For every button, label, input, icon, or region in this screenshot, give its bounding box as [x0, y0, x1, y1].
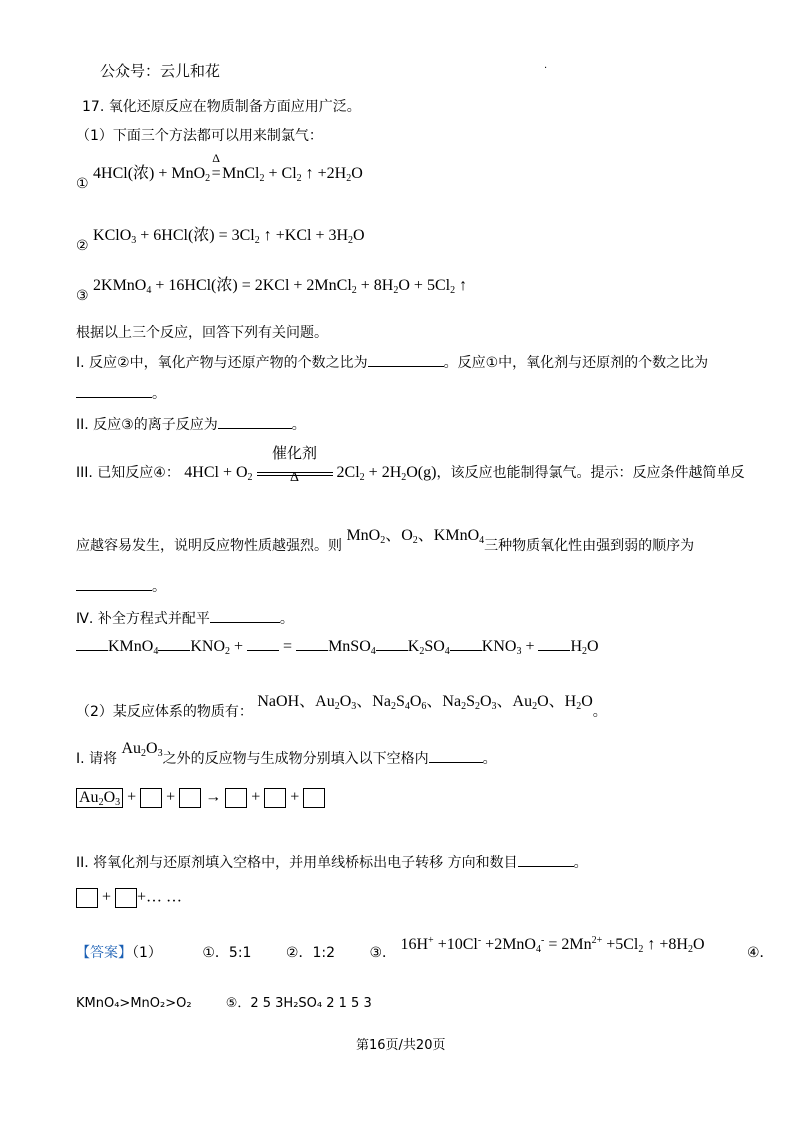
qII-text: II. 反应③的离子反应为	[76, 417, 218, 433]
part1-intro: （1）下面三个方法都可以用来制氯气：	[76, 128, 323, 144]
answer-2: ②．1:2	[285, 945, 336, 961]
part2-intro-text: （2）某反应体系的物质有：	[76, 704, 253, 720]
p2I-end: 。	[482, 751, 497, 767]
answer-3-label: ③．	[369, 945, 397, 961]
question-I-line2	[76, 383, 166, 403]
answer-tag: 【答案】	[76, 945, 132, 961]
qIII-text-d: 三种物质氧化性由强到弱的顺序为	[484, 538, 695, 554]
qIV-blank[interactable]	[210, 608, 280, 623]
answer-part1: （1）	[132, 945, 162, 961]
reductant-box[interactable]	[115, 888, 137, 908]
coef-blank-7[interactable]	[538, 636, 570, 651]
catalyst-label: 催化剂	[272, 444, 318, 463]
stray-dot: .	[544, 60, 548, 71]
question-I	[76, 352, 708, 372]
qIII-blank[interactable]	[76, 576, 152, 591]
eq1-formula: 4HCl(浓) + MnO$_2$ Δ =MnCl$_2$ + $Cl_2$ ↑ $+2H_2O$	[93, 151, 363, 184]
box-au2o3: $Au_2O_3$	[76, 788, 123, 808]
summary-text: 根据以上三个反应，回答下列有关问题。	[76, 325, 328, 341]
qIII-text-a: III. 已知反应④：	[76, 465, 180, 481]
question-II	[76, 414, 306, 434]
p2II-blank[interactable]	[518, 852, 574, 867]
coef-blank-5[interactable]	[376, 636, 408, 651]
coef-blank-3[interactable]	[247, 636, 279, 651]
p2I-au2o3: $Au_2O_3$	[121, 740, 163, 759]
eq3-formula: 2KMnO$_4$ + 16HCl(浓) = 2KCl + 2MnCl$_2$ + $8H_2O + 5Cl_2$ ↑	[93, 277, 468, 296]
part2-question-I	[76, 740, 497, 768]
qI-text-b: 。反应①中，氧化剂与还原剂的个数之比为	[443, 355, 709, 371]
part2-end: 。	[592, 704, 607, 720]
answer-3-formula: $16H^+ +10Cl^- +2MnO_4^- = 2Mn^{2+} +5Cl_2$ ↑ $+8H_2O$	[400, 935, 705, 955]
question-III	[76, 444, 745, 486]
qIV-text: Ⅳ. 补全方程式并配平	[76, 611, 210, 627]
coef-blank-2[interactable]	[158, 636, 190, 651]
ellipsis: +… …	[137, 888, 183, 906]
p2II-text: II. 将氧化剂与还原剂填入空格中，并用单线桥标出电子转移 方向和数目	[76, 855, 518, 871]
answer-line-2	[76, 992, 372, 1011]
answer-5: ⑤．2 5 3H₂SO₄ 2 1 5 3	[225, 996, 372, 1011]
eq1-number: ①	[76, 176, 89, 192]
answer-4-text: KMnO₄>MnO₂>O₂	[76, 996, 192, 1011]
qII-end: 。	[291, 417, 306, 433]
question-III-line2	[76, 527, 695, 555]
eq2-formula: KClO$_3$ + 6HCl(浓) = $3Cl_2$ ↑ $+KCl + 3H_2O$	[93, 227, 365, 246]
oxidant-reductant-boxes: + +… …	[76, 888, 182, 908]
qI-end: 。	[152, 386, 166, 402]
p2II-end: 。	[573, 855, 588, 871]
reactant-box-1[interactable]	[140, 788, 162, 808]
question-IV	[76, 608, 294, 628]
answer-4-label: ④．	[746, 945, 774, 961]
qIII-text-c: 应越容易发生，说明反应物性质越强烈。则	[76, 538, 342, 554]
qII-blank[interactable]	[218, 414, 292, 429]
eq3-number: ③	[76, 288, 89, 304]
eq2-number: ②	[76, 238, 89, 254]
qIV-end: 。	[279, 611, 294, 627]
coef-blank-6[interactable]	[450, 636, 482, 651]
coef-blank-4[interactable]	[296, 636, 328, 651]
watermark-text: 公众号：云儿和花	[100, 62, 221, 80]
product-box-1[interactable]	[225, 788, 247, 808]
qI-blank-1[interactable]	[368, 352, 444, 367]
equation-3	[76, 272, 468, 304]
answer-1: ①．5:1	[202, 945, 252, 961]
oxidant-box[interactable]	[76, 888, 98, 908]
equation-1	[76, 151, 363, 192]
question-stem: 17. 氧化还原反应在物质制备方面应用广泛。	[82, 99, 361, 115]
question-III-line3	[76, 576, 166, 596]
reaction-boxes: $Au_2O_3$ + + → + +	[76, 788, 325, 808]
oxidizers-list: MnO$_2$、$O_2$、KMnO$_4$	[346, 527, 485, 546]
page-number: 第16页/共20页	[356, 1038, 446, 1053]
balance-equation: KMnO$_4$ $KNO_2$ + = MnSO$_4$ $K_2SO_4$ $KNO_3 + H_2O$	[76, 636, 599, 656]
part2-substances: NaOH、$Au_2O_3$、$Na_2S_4O_6$、$Na_2S_2O_3$、$Au_2O$、$H_2O$	[257, 693, 593, 712]
p2I-blank[interactable]	[429, 748, 483, 763]
qIII-end: 。	[152, 579, 166, 595]
p2I-text-b: 之外的反应物与生成物分别填入以下空格内	[162, 751, 429, 767]
equation-2	[76, 222, 365, 254]
p2I-text-a: I. 请将	[76, 751, 118, 767]
part2-intro	[76, 688, 607, 720]
part2-question-II	[76, 852, 588, 872]
qI-text-a: I. 反应②中，氧化产物与还原产物的个数之比为	[76, 355, 368, 371]
reaction-4-formula: $4HCl + O_2$ $\frac{\text{催化剂}}{\Delta}$ $2Cl_2 + 2H_2O(g)$	[184, 444, 437, 486]
product-box-3[interactable]	[303, 788, 325, 808]
coef-blank-1[interactable]	[76, 636, 108, 651]
qI-blank-2[interactable]	[76, 383, 152, 398]
answer-line-1	[76, 935, 774, 962]
qIII-text-b: ，该反应也能制得氯气。提示：反应条件越简单反	[436, 465, 745, 481]
product-box-2[interactable]	[264, 788, 286, 808]
reactant-box-2[interactable]	[179, 788, 201, 808]
